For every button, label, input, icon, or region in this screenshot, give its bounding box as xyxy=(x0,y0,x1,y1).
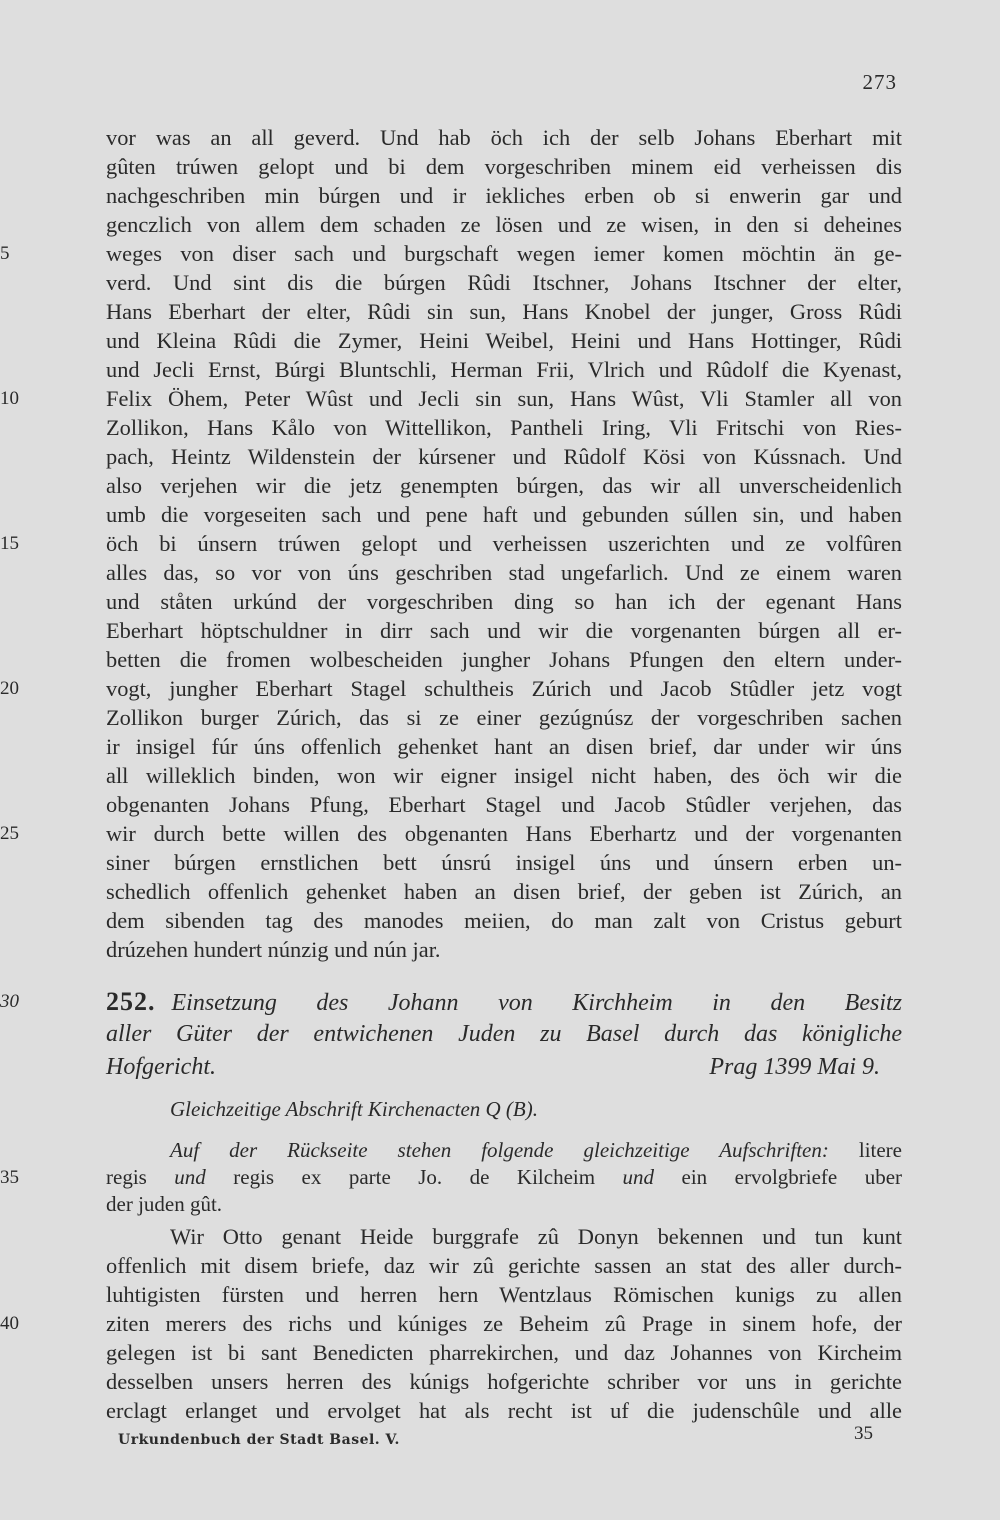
reverse-note-und: und xyxy=(174,1165,206,1189)
reverse-note-line xyxy=(106,1191,902,1218)
text-line xyxy=(106,413,902,442)
text-line xyxy=(0,674,902,703)
paragraph-continuation xyxy=(0,123,902,964)
text-line xyxy=(106,877,902,906)
text-line xyxy=(106,587,902,616)
text-line xyxy=(106,761,902,790)
line-text: und ståten urkúnd der vorgeschriben ding so han ich der egenant Hans xyxy=(106,589,902,614)
line-text: siner búrgen ernstlichen bett únsrú insigel úns und únsern erben un- xyxy=(106,850,902,875)
text-line xyxy=(106,732,902,761)
text-line xyxy=(106,152,902,181)
text-line xyxy=(106,906,902,935)
line-text: also verjehen wir die jetz genempten búrgen, das wir all unverscheidenlich xyxy=(106,473,902,498)
page-number: 273 xyxy=(862,70,897,94)
line-text: öch bi únsern trúwen gelopt und verheissen uszerichten und ze volfûren xyxy=(106,531,902,556)
reverse-note-italic: Auf der Rückseite stehen folgende gleichzeitige Aufschriften: xyxy=(170,1138,829,1162)
text-line xyxy=(106,1367,902,1396)
text-line xyxy=(0,529,902,558)
line-text: drúzehen hundert núnzig und nún jar. xyxy=(106,937,441,962)
heading-line xyxy=(0,985,902,1018)
line-text: und Kleina Rûdi die Zymer, Heini Weibel, Heini und Hans Hottinger, Rûdi xyxy=(106,328,902,353)
line-text: ziten merers des richs und kúniges ze Beheim zû Prage in sinem hofe, der xyxy=(106,1311,902,1336)
reverse-note-text: ein ervolgbriefe uber xyxy=(681,1165,903,1189)
line-number: 15 xyxy=(0,533,19,554)
text-line xyxy=(106,268,902,297)
line-text: all willeklich binden, won wir eigner insigel nicht haben, des öch wir die xyxy=(106,763,902,788)
line-number: 25 xyxy=(0,823,19,844)
text-line xyxy=(106,1280,902,1309)
text-line xyxy=(106,297,902,326)
line-number: 40 xyxy=(0,1313,19,1334)
line-text: genczlich von allem dem schaden ze lösen und ze wisen, in den si deheines xyxy=(106,212,902,237)
source-note-text: Gleichzeitige Abschrift Kirchenacten Q (B). xyxy=(170,1097,538,1121)
line-text: umb die vorgeseiten sach und pene haft und gebunden súllen sin, und haben xyxy=(106,502,902,527)
line-number: 35 xyxy=(0,1167,19,1188)
line-text: ir insigel fúr úns offenlich gehenket hant an disen brief, dar under wir úns xyxy=(106,734,902,759)
reverse-note-block xyxy=(0,1137,903,1218)
line-number: 10 xyxy=(0,388,19,409)
line-text: gûten trúwen gelopt und bi dem vorgeschriben minem eid verheissen dis xyxy=(106,154,902,179)
text-line xyxy=(106,935,902,964)
source-note xyxy=(106,1096,902,1123)
line-text: Wir Otto genant Heide burggrafe zû Donyn bekennen und tun kunt xyxy=(170,1224,902,1249)
line-text: und Jecli Ernst, Búrgi Bluntschli, Herman Frii, Vlrich und Rûdolf die Kyenast, xyxy=(106,357,902,382)
footer-signature: 35 xyxy=(854,1423,873,1444)
heading-line xyxy=(106,1018,902,1051)
text-line xyxy=(0,1309,902,1338)
line-text: Zollikon, Hans Kålo von Wittellikon, Pantheli Iring, Vli Fritschi von Ries- xyxy=(106,415,902,440)
text-line xyxy=(106,442,902,471)
line-number: 30 xyxy=(0,991,19,1012)
line-text: nachgeschriben min búrgen und ir iekliches erben ob si enwerin gar und xyxy=(106,183,902,208)
document-text xyxy=(0,1222,902,1425)
text-line xyxy=(106,1222,902,1251)
line-text: offenlich mit disem briefe, daz wir zû gerichte sassen an stat des aller durch- xyxy=(106,1253,902,1278)
text-line xyxy=(106,355,902,384)
line-text: Felix Öhem, Peter Wûst und Jecli sin sun, Hans Wûst, Vli Stamler all von xyxy=(106,386,902,411)
text-line xyxy=(106,123,902,152)
reverse-note-text: regis ex parte Jo. de Kilcheim xyxy=(233,1165,596,1189)
line-text: Eberhart höptschuldner in dirr sach und wir die vorgenanten búrgen all er- xyxy=(106,618,902,643)
text-line xyxy=(106,790,902,819)
text-line xyxy=(106,1396,902,1425)
line-text: wir durch bette willen des obgenanten Hans Eberhartz und der vorgenanten xyxy=(106,821,902,846)
line-text: weges von diser sach und burgschaft wegen iemer komen möchtin än ge- xyxy=(106,241,902,266)
text-line xyxy=(106,645,902,674)
document-number: 252. xyxy=(106,987,156,1016)
line-text: verd. Und sint dis die búrgen Rûdi Itschner, Johans Itschner der elter, xyxy=(106,270,902,295)
line-number: 20 xyxy=(0,678,19,699)
line-text: desselben unsers herren des kúnigs hofgerichte schriber vor uns in gerichte xyxy=(106,1369,902,1394)
reverse-note-text: regis xyxy=(106,1165,147,1189)
document-heading xyxy=(0,985,902,1084)
line-text: Hans Eberhart der elter, Rûdi sin sun, Hans Knobel der junger, Gross Rûdi xyxy=(106,299,902,324)
reverse-note-text: der juden gût. xyxy=(106,1192,223,1216)
line-text: erclagt erlanget und ervolget hat als recht ist uf die judenschûle und alle xyxy=(106,1398,902,1423)
line-text: schedlich offenlich gehenket haben an disen brief, der geben ist Zúrich, an xyxy=(106,879,902,904)
heading-text: Hofgericht. xyxy=(106,1054,216,1080)
text-line xyxy=(106,210,902,239)
text-line xyxy=(106,558,902,587)
reverse-note-und: und xyxy=(622,1165,655,1189)
text-line xyxy=(0,384,902,413)
line-text: betten die fromen wolbescheiden jungher Johans Pfungen den eltern under- xyxy=(106,647,902,672)
reverse-note-line xyxy=(0,1164,903,1191)
line-text: dem sibenden tag des manodes meiien, do man zalt von Cristus geburt xyxy=(106,908,902,933)
footer-book-title: Urkundenbuch der Stadt Basel. V. xyxy=(118,1432,400,1448)
line-text: gelegen ist bi sant Benedicten pharrekirchen, und daz Johannes von Kircheim xyxy=(106,1340,902,1365)
line-text: alles das, so vor von úns geschriben stad ungefarlich. Und ze einem waren xyxy=(106,560,902,585)
text-line xyxy=(106,616,902,645)
line-text: pach, Heintz Wildenstein der kúrsener und Rûdolf Kösi von Kússnach. Und xyxy=(106,444,902,469)
text-line xyxy=(106,500,902,529)
text-line xyxy=(0,819,902,848)
line-text: luhtigisten fürsten und herren hern Wentzlaus Römischen kunigs zu allen xyxy=(106,1282,902,1307)
text-line xyxy=(106,1251,902,1280)
reverse-note-text: litere xyxy=(858,1138,902,1162)
heading-text: aller Güter der entwichenen Juden zu Basel durch das königliche xyxy=(106,1021,902,1047)
line-text: vogt, jungher Eberhart Stagel schultheis Zúrich und Jacob Stûdler jetz vogt xyxy=(106,676,902,701)
source-note-block xyxy=(106,1096,902,1123)
line-text: vor was an all geverd. Und hab öch ich der selb Johans Eberhart mit xyxy=(106,125,902,150)
text-line xyxy=(106,181,902,210)
text-line xyxy=(106,703,902,732)
line-text: obgenanten Johans Pfung, Eberhart Stagel und Jacob Stûdler verjehen, das xyxy=(106,792,902,817)
text-line xyxy=(106,848,902,877)
text-line xyxy=(106,326,902,355)
text-line xyxy=(106,471,902,500)
text-line xyxy=(106,1338,902,1367)
line-number: 5 xyxy=(0,243,10,264)
text-line xyxy=(0,239,902,268)
reverse-note-line xyxy=(106,1137,902,1164)
line-text: Zollikon burger Zúrich, das si ze einer gezúgnúsz der vorgeschriben sachen xyxy=(106,705,902,730)
heading-date: Prag 1399 Mai 9. xyxy=(709,1054,880,1080)
heading-text: Einsetzung des Johann von Kirchheim in den Besitz xyxy=(171,990,902,1016)
heading-line xyxy=(106,1051,902,1084)
